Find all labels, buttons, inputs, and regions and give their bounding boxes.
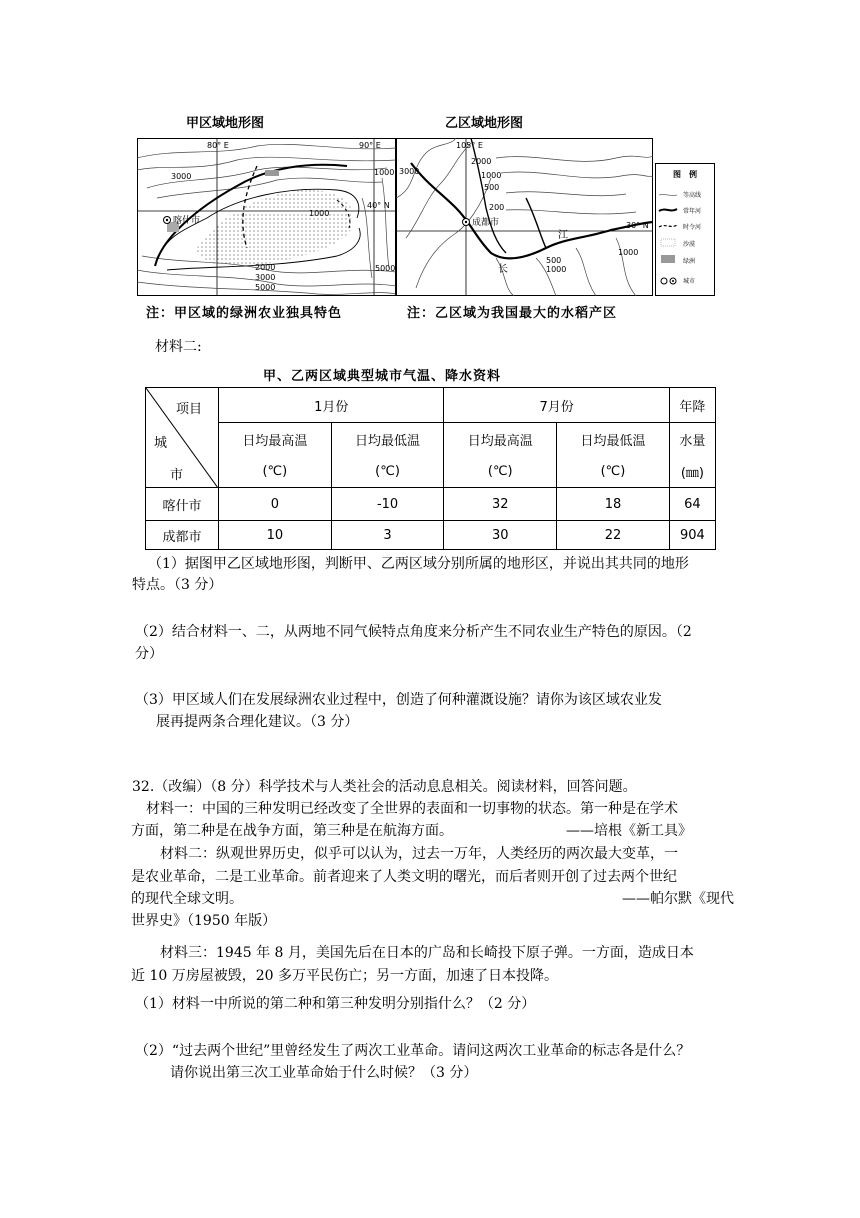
q32-q1: （1）材料一中所说的第二种和第三种发明分别指什么？（2 分）: [135, 996, 536, 1012]
q32-m3-line1: 材料三：1945 年 8 月，美国先后在日本的广岛和长崎投下原子弹。一方面，造成日本: [160, 945, 694, 961]
svg-text:1000: 1000: [546, 265, 567, 274]
svg-text:3000: 3000: [399, 167, 420, 176]
q2-line1: （2）结合材料一、二，从两地不同气候特点角度来分析产生不同农业生产特色的原因。（2: [135, 624, 692, 640]
oasis-legend-icon: [661, 255, 675, 263]
jan-min-unit: (℃): [331, 456, 444, 488]
jan-min-header: 日均最低温: [331, 423, 444, 456]
corner-city-label-2: 市: [170, 468, 184, 483]
jiang-label: 江: [558, 230, 568, 241]
annual-rain-header-1: 年降: [669, 388, 715, 423]
city-cell: 成都市: [146, 521, 219, 550]
table-title: 甲、乙两区域典型城市气温、降水资料: [263, 369, 502, 384]
lat30-label: 30° N: [626, 221, 649, 230]
svg-text:5000: 5000: [375, 264, 396, 273]
kashi-label: 喀什市: [173, 216, 201, 226]
climate-table: [145, 387, 716, 550]
svg-text:2000: 2000: [255, 263, 276, 272]
svg-text:5000: 5000: [255, 283, 276, 292]
table-row: 喀什市 0 -10 32 18 64: [146, 488, 716, 521]
svg-text:绿洲: 绿洲: [683, 258, 696, 265]
svg-text:2000: 2000: [471, 157, 492, 166]
svg-text:200: 200: [489, 203, 505, 212]
yi-terrain-map: [396, 138, 653, 296]
svg-text:城市: 城市: [683, 278, 696, 285]
q32-m2-line1: 材料二：纵观世界历史，似乎可以认为，过去一万年，人类经历的两次最大变革，一: [160, 846, 678, 862]
svg-text:1000: 1000: [618, 248, 639, 257]
annual-rain-unit: (㎜): [669, 456, 715, 488]
jia-map-note: 注：甲区域的绿洲农业独具特色: [146, 306, 343, 321]
jan-header: 1月份: [219, 388, 444, 423]
map-legend: [655, 163, 715, 296]
q32-m3-line2: 近 10 万房屋被毁，20 多万平民伤亡；另一方面，加速了日本投降。: [131, 968, 558, 984]
svg-text:常年河: 常年河: [683, 208, 702, 215]
q32-m2-line4: 世界史》（1950 年版）: [131, 913, 277, 929]
material2-label: 材料二:: [155, 339, 202, 355]
svg-text:500: 500: [546, 256, 562, 265]
lon90-label: 90° E: [359, 141, 381, 150]
svg-text:500: 500: [484, 183, 500, 192]
lat40-label: 40° N: [367, 201, 390, 210]
jul-max-unit: (℃): [444, 456, 557, 488]
svg-text:等高线: 等高线: [683, 192, 702, 199]
q1-line2: 特点。（3 分）: [132, 577, 223, 593]
q32-m2-line2: 是农业革命，二是工业革命。前者迎来了人类文明的曙光，而后者则开创了过去两个世纪: [131, 869, 677, 885]
yi-map-title: 乙区域地形图: [445, 116, 524, 131]
q32-m2-line3: 的现代全球文明。: [131, 891, 243, 907]
q3-line2: 展再提两条合理化建议。（3 分）: [156, 714, 359, 730]
chang-label: 长: [498, 264, 508, 275]
corner-city-label-1: 城: [154, 436, 168, 451]
q32-q2-line2: 请你说出第三次工业革命始于什么时候？（3 分）: [170, 1065, 478, 1081]
yi-map-note: 注：乙区域为我国最大的水稻产区: [407, 306, 618, 321]
chengdu-label: 成都市: [472, 218, 500, 228]
jan-max-unit: (℃): [219, 456, 332, 488]
city-cell: 喀什市: [146, 488, 219, 521]
lon105-label: 105° E: [456, 141, 483, 150]
jan-max-header: 日均最高温: [219, 423, 332, 456]
legend-title: 图 例: [673, 170, 697, 179]
city-legend-icon: [661, 278, 667, 284]
q32-m1-source: ——培根《新工具》: [566, 823, 692, 839]
svg-text:时令河: 时令河: [683, 224, 702, 231]
lon80-label: 80° E: [207, 141, 229, 150]
table-row: 成都市 10 3 30 22 904: [146, 521, 716, 550]
q32-m1-line2: 方面，第二种是在战争方面，第三种是在航海方面。: [131, 823, 453, 839]
jul-max-header: 日均最高温: [444, 423, 557, 456]
svg-text:3000: 3000: [255, 273, 276, 282]
jul-min-unit: (℃): [557, 456, 670, 488]
table-corner-cell: [146, 388, 219, 488]
q2-line2: 分）: [135, 646, 163, 662]
q32-q2-line1: （2）“过去两个世纪”里曾经发生了两次工业革命。请问这两次工业革命的标志各是什么？: [135, 1043, 691, 1059]
svg-text:1000: 1000: [374, 168, 395, 177]
jul-min-header: 日均最低温: [557, 423, 670, 456]
q32-header: 32.（改编）（8 分）科学技术与人类社会的活动息息相关。阅读材料，回答问题。: [132, 779, 637, 795]
q3-line1: （3）甲区域人们在发展绿洲农业过程中，创造了何种灌溉设施？请你为该区域农业发: [135, 692, 662, 708]
q32-m2-source: ——帕尔默《现代: [622, 891, 734, 907]
svg-text:沙漠: 沙漠: [683, 241, 696, 248]
river-legend-icon: [659, 209, 677, 211]
jul-header: 7月份: [444, 388, 669, 423]
oasis-mark: [265, 170, 279, 176]
annual-rain-header-2: 水量: [669, 423, 715, 456]
jia-terrain-map: [137, 138, 396, 296]
corner-item-label: 项目: [176, 402, 203, 417]
svg-text:1000: 1000: [481, 171, 502, 180]
q32-m1-line1: 材料一：中国的三种发明已经改变了全世界的表面和一切事物的状态。第一种是在学术: [146, 801, 678, 817]
svg-text:3000: 3000: [171, 172, 192, 181]
jia-map-title: 甲区域地形图: [186, 116, 265, 131]
svg-text:1000: 1000: [309, 209, 330, 218]
q1-line1: （1）据图甲乙区域地形图，判断甲、乙两区域分别所属的地形区，并说出其共同的地形: [148, 556, 689, 572]
